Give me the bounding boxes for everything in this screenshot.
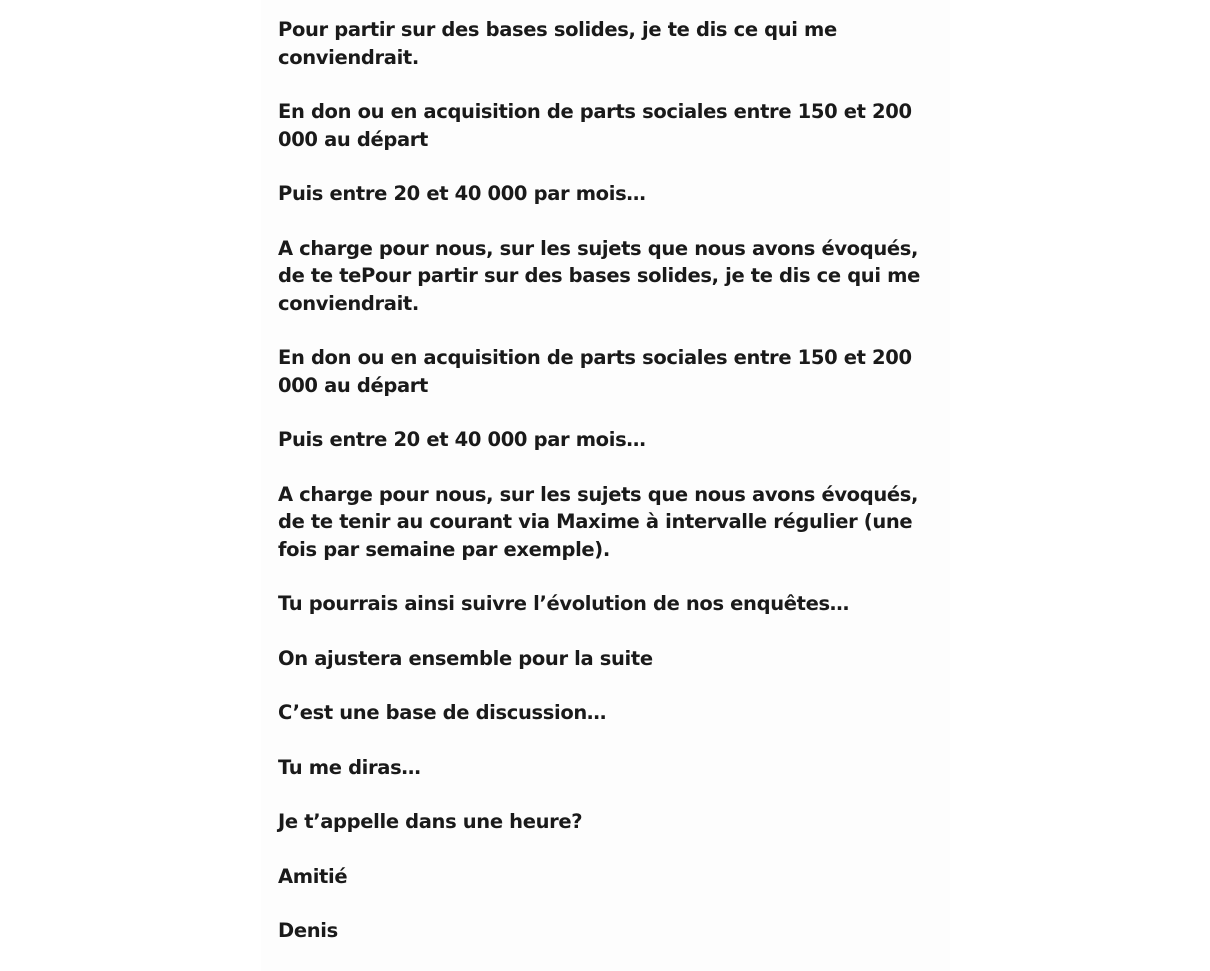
paragraph-intro: Pour partir sur des bases solides, je te dis ce qui me conviendrait. bbox=[278, 18, 837, 69]
message-body bbox=[278, 16, 948, 971]
paragraph-call: Je t’appelle dans une heure? bbox=[278, 810, 583, 833]
paragraph-discussion-base: C’est une base de discussion… bbox=[278, 701, 607, 724]
paragraph-initial-amount: En don ou en acquisition de parts sociales entre 150 et 200 000 au départ bbox=[278, 100, 912, 151]
paragraph-monthly-amount-repeat: Puis entre 20 et 40 000 par mois… bbox=[278, 428, 646, 451]
paragraph-signature: Denis bbox=[278, 919, 338, 942]
paragraph-charge: A charge pour nous, sur les sujets que nous avons évoqués, de te tenir au courant via Maxime à intervalle régulier (une fois par semaine par exemple). bbox=[278, 482, 919, 561]
paragraph-monthly-amount: Puis entre 20 et 40 000 par mois… bbox=[278, 182, 646, 205]
paragraph-adjust: On ajustera ensemble pour la suite bbox=[278, 646, 653, 670]
paragraph-closing: Amitié bbox=[278, 864, 348, 888]
paragraph-follow-investigations: Tu pourrais ainsi suivre l’évolution de nos enquêtes… bbox=[278, 592, 849, 615]
paragraph-charge-duplicated: A charge pour nous, sur les sujets que nous avons évoqués, de te tePour partir sur des bases solides, je te dis ce qui me conviendrait. bbox=[278, 236, 920, 315]
paragraph-initial-amount-repeat: En don ou en acquisition de parts sociales entre 150 et 200 000 au départ bbox=[278, 346, 912, 397]
paragraph-tell-me: Tu me diras… bbox=[278, 755, 421, 779]
